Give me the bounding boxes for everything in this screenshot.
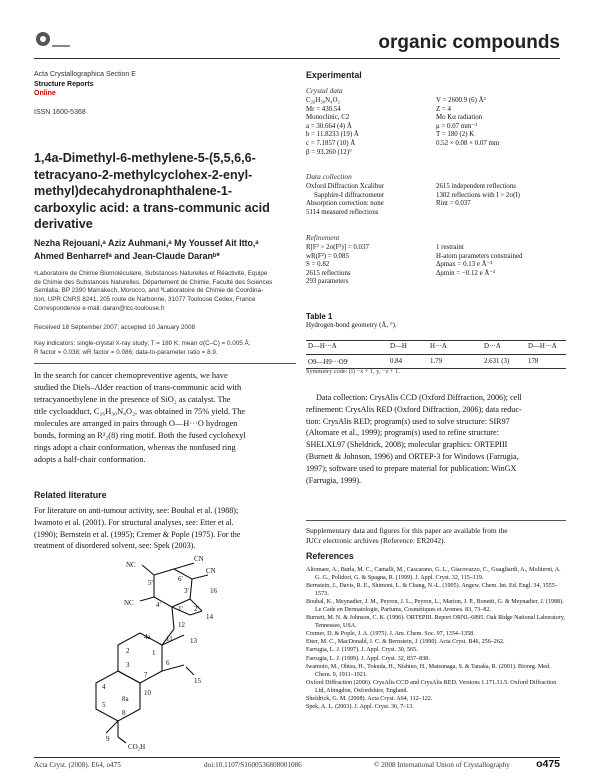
atom-label: CN <box>194 555 204 563</box>
supplementary-note <box>306 526 566 546</box>
abstract-line: bonds, forming an R²₂(8) ring motif. Both the fused cyclohexyl <box>34 431 246 440</box>
hydrogen-bond-table <box>306 312 566 366</box>
data-collection-row: 1302 reflections with I > 2σ(I) <box>436 191 520 199</box>
table-cell: 0.84 <box>390 358 403 365</box>
table-header: D—H···A <box>308 343 337 350</box>
table-caption: Hydrogen-bond geometry (Å, °). <box>306 322 397 329</box>
table-cell: O9—H9···O9ⁱ <box>308 359 349 366</box>
authors-line: Nezha Rejouani,ᵃ Aziz Auhmani,ᵃ My Youssef Ait Itto,ᵃ <box>34 238 259 248</box>
atom-label: 9 <box>106 735 110 743</box>
crystal-data-row: b = 11.8233 (19) Å <box>306 131 359 139</box>
symmetry-code: Symmetry code: (i) −x + 1, y, −z + 1. <box>306 368 400 375</box>
atom-label: 7 <box>144 671 148 679</box>
references-list <box>306 566 566 711</box>
refinement-row: wR(F²) = 0.085 <box>306 252 349 260</box>
crystal-data-row: a = 30.664 (4) Å <box>306 122 352 130</box>
key-indicators-line: Key indicators: single-crystal X-ray study; T = 180 K; mean σ(C–C) = 0.005 Å; <box>34 340 251 347</box>
refinement-row: Δρmax = 0.13 e Å⁻³ <box>436 261 493 269</box>
journal-type: Structure Reports <box>34 80 94 88</box>
related-literature-heading: Related literature <box>34 490 107 500</box>
crystal-data-row: 0.52 × 0.08 × 0.07 mm <box>436 139 500 147</box>
affiliation-line: de Chimie des Substances Naturelles, Département de Chimie, Faculté des Sciences <box>34 278 273 286</box>
footer-citation: Acta Cryst. (2008). E64, o475 <box>34 761 121 769</box>
atom-label: 4 <box>102 683 106 691</box>
atom-label: 16 <box>210 587 217 595</box>
related-line: For literature on anti-tumour activity, see: Bouhal et al. (1988); <box>34 506 239 515</box>
journal-issn: ISSN 1600-5368 <box>34 108 86 116</box>
atom-label: 1 <box>152 649 156 657</box>
software-line: (Burnett & Johnson, 1996) and ORTEP-3 for Windows (Farrugia, <box>306 451 519 461</box>
journal-online: Online <box>34 90 56 98</box>
crystal-data-title: Crystal data <box>306 86 343 95</box>
abstract-line: molecules are arranged in pairs through O—H···O hydrogen <box>34 419 238 428</box>
reference-item: Cremer, D. & Pople, J. A. (1975). J. Am. Chem. Soc. 97, 1354–1358. <box>306 631 475 638</box>
software-line: 1997); software used to prepare material for publication: WinGX <box>306 463 517 473</box>
atom-label: 6' <box>178 575 183 583</box>
authors <box>34 237 296 263</box>
data-collection-row: 5114 measured reflections <box>306 208 379 216</box>
atom-label: 14 <box>206 613 213 621</box>
table-cell: 2.631 (3) <box>484 358 510 365</box>
affiliation-line: ᵃLaboratoire de Chimie Biomoléculaire, Substances Naturelles et Réactivité, Equipe <box>34 270 268 277</box>
related-line: (1990); Bernstein et al. (1995); Cremer & Pople (1975). For the <box>34 529 241 539</box>
atom-label: 8 <box>122 709 126 717</box>
atom-label: 13 <box>190 637 197 645</box>
abstract-line: title cycloadduct, C₂₆H₃₀N₄O₂, was obtained in 75% yield. The <box>34 407 246 416</box>
reference-item: Oxford Diffraction (2006). CrysAlis CCD and CrysAlis RED. Versions 1.171.31.5. Oxford Diffraction Ltd, Abingdon, Oxfordshire, England. <box>306 679 557 694</box>
reference-item: Iwamoto, M., Ohtsu, H., Tokuda, H., Nishino, H., Matsunaga, S. & Tanaka, R. (2001). Bioorg. Med. Chem. 9, 1911–1921. <box>306 663 551 678</box>
atom-label: 11 <box>166 635 173 643</box>
atom-label: 5' <box>148 579 153 587</box>
data-collection-row: Rint = 0.037 <box>436 200 471 208</box>
footer-rule <box>34 757 560 758</box>
refinement-row: Δρmin = −0.12 e Å⁻³ <box>436 269 496 277</box>
footer-copyright: © 2008 International Union of Crystallography <box>374 761 510 769</box>
atom-label: CN <box>206 567 216 575</box>
structure-labels <box>102 555 218 751</box>
reference-item: Etter, M. C., MacDonald, J. C. & Bernstein, J. (1990). Acta Cryst. B46, 256–262. <box>306 639 505 646</box>
atom-label: NC <box>124 599 134 607</box>
journal-section-title: organic compounds <box>378 32 560 53</box>
atom-label: 3' <box>184 587 189 595</box>
data-collection-row: Absorption correction: none <box>306 200 384 208</box>
related-line: Iwamoto et al. (2001). For structural analyses, see: Etter et al. <box>34 517 234 527</box>
abstract-line: adopts a half-chair conformation. <box>34 455 146 464</box>
related-line: treatment of disordered solvent, see: Spek (2003). <box>34 541 196 551</box>
journal-meta <box>34 70 296 117</box>
atom-label: 10 <box>144 689 151 697</box>
reference-item: Farrugia, L. J. (1997). J. Appl. Cryst. 30, 565. <box>306 647 418 654</box>
software-line: Data collection: CrysAlis CCD (Oxford Diffraction, 2006); cell <box>316 393 522 402</box>
experimental-heading: Experimental <box>306 70 362 80</box>
affiliation-line: tion, UPR CNRS 8241, 205 route de Narbonne, 31077 Toulouse Cedex, France <box>34 296 256 304</box>
abstract-line: tetracyanoethylene in the presence of SiO₂ as catalyst. The <box>34 395 231 404</box>
crystal-data-row: Mo Kα radiation <box>436 114 483 122</box>
atom-label: 15 <box>194 677 201 685</box>
refinement-row: H-atom parameters constrained <box>436 252 523 260</box>
related-literature <box>34 505 296 552</box>
table-header: D—H···A <box>528 343 557 350</box>
title-line: derivative <box>34 217 93 231</box>
refinement-row: S = 0.82 <box>306 261 330 269</box>
abstract <box>34 370 296 466</box>
reference-item: Burnett, M. N. & Johnson, C. K. (1996). ORTEPIII. Report ORNL-6895. Oak Ridge National Laboratory, Tennessee, USA. <box>306 615 565 630</box>
abstract-line: studied the Diels–Alder reaction of trans-communic acid with <box>34 383 242 392</box>
title-line: methyl)decahydronaphthalene-1- <box>34 184 233 198</box>
crystal-data-row: Monoclinic, C2 <box>306 114 350 122</box>
journal-name: Acta Crystallographica Section E <box>34 71 136 78</box>
table-header: H···A <box>430 343 447 350</box>
reference-item: Sheldrick, G. M. (2008). Acta Cryst. A64, 112–122. <box>306 695 433 702</box>
reference-item: Farrugia, L. J. (1999). J. Appl. Cryst. 32, 837–838. <box>306 655 430 662</box>
software-line: refinement: CrysAlis RED (Oxford Diffraction, 2006); data reduc- <box>306 404 522 414</box>
affiliation-line: Correspondence e-mail: daran@lcc-toulouse.fr <box>34 304 165 312</box>
key-indicators <box>34 340 296 358</box>
atom-label: CO₂H <box>128 743 146 751</box>
crystal-data-row: c = 7.1857 (10) Å <box>306 139 356 147</box>
refinement-title: Refinement <box>306 233 340 242</box>
footer-doi: doi:10.1107/S1600536808001086 <box>204 761 302 769</box>
reference-item: Bernstein, J., Davis, R. E., Shimoni, L. & Chang, N.-L. (1995). Angew. Chem. Int. Ed. Engl. 34, 1555–1573. <box>306 583 558 598</box>
atom-label: 2 <box>126 647 130 655</box>
table-cell: 1.79 <box>430 358 443 365</box>
refinement-row: 293 parameters <box>306 278 349 286</box>
abstract-line: rings adopt a chair conformation, whereas the nonfused ring <box>34 443 236 452</box>
software-line: SHELXL97 (Sheldrick, 2008); molecular graphics: ORTEPIII <box>306 440 508 450</box>
iucr-logo <box>34 30 74 50</box>
refinement-row: R[F² > 2σ(F²)] = 0.037 <box>306 244 369 251</box>
table-cell: 178 <box>528 358 539 365</box>
authors-line: Ahmed Benharrefᵃ and Jean-Claude Daranᵇ* <box>34 251 220 261</box>
crystal-data-row: V = 2600.9 (6) Å³ <box>436 97 486 104</box>
refinement-row: 2615 reflections <box>306 269 351 277</box>
table-title: Table 1 <box>306 312 333 321</box>
data-collection-row: Oxford Diffraction Xcalibur <box>306 183 384 190</box>
crystal-data-row: μ = 0.07 mm⁻¹ <box>436 122 478 130</box>
software-paragraph <box>306 392 566 486</box>
reference-item: Bouhal, K., Meynadier, J. M., Peyron, J. L., Peyron, L., Marion, J. P., Bonetti, G. & Meynadier, J. (1988). Le Cade en Dermatologie, Parfums, Cosmétiques et Aromes. 83, 73–82. <box>306 599 564 614</box>
paper-title <box>34 150 296 233</box>
references-heading: References <box>306 551 354 561</box>
title-line: tetracyano-2-methylcyclohex-2-enyl- <box>34 167 253 182</box>
abstract-line: In the search for cancer chemopreventive agents, we have <box>34 371 228 380</box>
refinement-block <box>306 233 566 287</box>
software-line: (Farrugia, 1999). <box>306 475 362 485</box>
table-header: D—H <box>390 343 407 350</box>
header-rule <box>34 58 560 59</box>
affiliation <box>34 270 296 314</box>
atom-label: 1' <box>178 605 183 613</box>
crystal-data-row: Mr = 430.54 <box>306 105 341 113</box>
atom-label: 5 <box>102 701 106 709</box>
chemical-structure-diagram <box>82 553 272 763</box>
atom-label: 3 <box>126 661 130 669</box>
supplementary-line: IUCr electronic archives (Reference: ER2042). <box>306 536 446 545</box>
atom-label: NC <box>126 561 136 569</box>
data-collection-block <box>306 172 566 217</box>
received-dates: Received 18 September 2007; accepted 10 January 2008 <box>34 324 196 331</box>
key-indicators-line: R factor = 0.038; wR factor = 0.086; data-to-parameter ratio = 8.9. <box>34 348 218 356</box>
page-number: o475 <box>536 758 560 770</box>
crystal-data-row: T = 180 (2) K <box>436 131 475 139</box>
atom-label: 2' <box>194 605 199 613</box>
reference-item: Altomare, A., Burla, M. C., Camalli, M., Cascarano, G. L., Giacovazzo, C., Guagliardi, A., Moliterni, A. G. G., Polidori, G. & Spagna, R. (1999). J. Appl. Cryst. 32, 115–119. <box>306 567 561 582</box>
affiliation-line: Semlalia, BP 2390 Marrakech, Morocco, and ᵇLaboratoire de Chimie de Coordina- <box>34 287 264 295</box>
title-line: carboxylic acid: a trans-communic acid <box>34 200 270 215</box>
software-line: tion: CrysAlis RED; program(s) used to solve structure: SIR97 <box>306 416 510 426</box>
abstract-rule <box>34 363 296 364</box>
data-collection-row: 2615 independent reflections <box>436 183 516 190</box>
table-header: D···A <box>484 343 501 350</box>
supplementary-rule <box>306 520 566 521</box>
atom-label: 12 <box>178 621 185 629</box>
reference-item: Spek, A. L. (2003). J. Appl. Cryst. 36, 7–13. <box>306 703 414 710</box>
crystal-data-row: Z = 4 <box>436 105 451 113</box>
software-line: (Altomare et al., 1999); program(s) used to refine structure: <box>306 428 499 438</box>
crystal-data-block <box>306 86 566 156</box>
data-collection-title: Data collection <box>306 172 352 181</box>
atom-label: 8a <box>122 695 129 703</box>
crystal-data-row: β = 93.260 (12)° <box>306 148 352 156</box>
atom-label: 6 <box>166 659 170 667</box>
atom-label: 4' <box>156 601 161 609</box>
supplementary-line: Supplementary data and figures for this paper are available from the <box>306 526 508 535</box>
atom-label: 4a <box>144 633 151 641</box>
title-line: 1,4a-Dimethyl-6-methylene-5-(5,5,6,6- <box>34 151 256 165</box>
refinement-row: 1 restraint <box>436 244 464 251</box>
data-collection-row: Sapphire-I diffractometer <box>314 191 385 199</box>
crystal-data-row: C₂₆H₃₀N₄O₂ <box>306 97 340 104</box>
